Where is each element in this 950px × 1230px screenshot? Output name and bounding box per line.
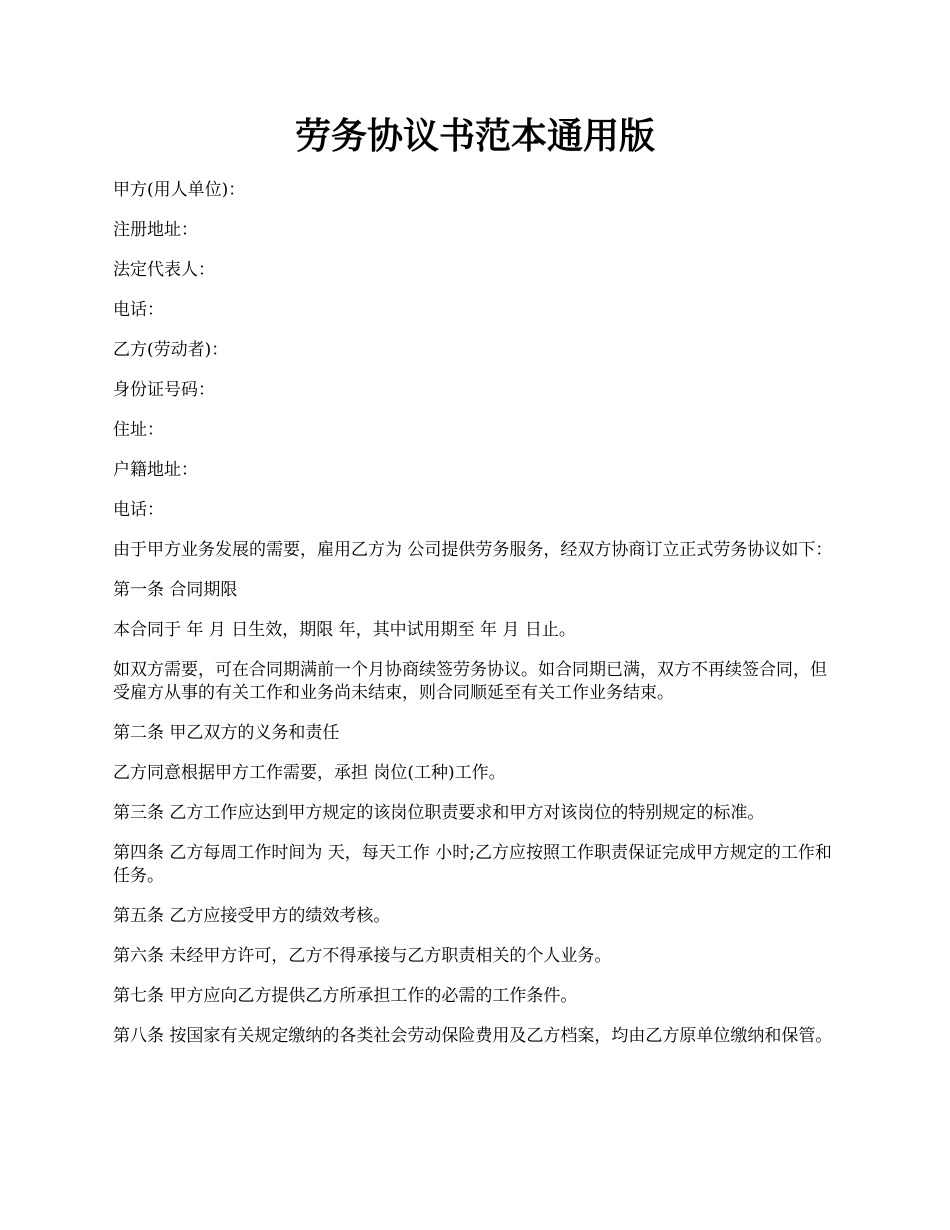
article-2-paragraph: 乙方同意根据甲方工作需要，承担 岗位(工种)工作。 xyxy=(113,763,506,783)
article-1-renewal-paragraph: 如双方需要，可在合同期满前一个月协商续签劳务协议。如合同期已满，双方不再续签合同，但受雇方从事的有关工作和业务尚未结束，则合同顺延至有关工作业务结束。 xyxy=(113,660,827,703)
party-a-address-label: 注册地址： xyxy=(113,220,198,240)
party-a-phone-label: 电话： xyxy=(113,300,164,320)
document-title: 劳务协议书范本通用版 xyxy=(294,115,655,157)
party-b-label: 乙方(劳动者)： xyxy=(113,340,229,360)
party-b-id-label: 身份证号码： xyxy=(113,380,215,400)
party-b-household-address-label: 户籍地址： xyxy=(113,460,198,480)
document-body xyxy=(113,179,835,1065)
article-2-heading: 第二条 甲乙双方的义务和责任 xyxy=(113,723,340,743)
article-1-heading: 第一条 合同期限 xyxy=(113,580,238,600)
article-1-term-paragraph: 本合同于 年 月 日生效，期限 年，其中试用期至 年 月 日止。 xyxy=(113,620,576,640)
party-a-label: 甲方(用人单位)： xyxy=(113,180,246,200)
article-3-paragraph: 第三条 乙方工作应达到甲方规定的该岗位职责要求和甲方对该岗位的特别规定的标准。 xyxy=(113,803,765,823)
party-a-representative-label: 法定代表人： xyxy=(113,260,215,280)
party-b-phone-label: 电话： xyxy=(113,500,164,520)
article-6-paragraph: 第六条 未经甲方许可，乙方不得承接与乙方职责相关的个人业务。 xyxy=(113,946,612,966)
article-7-paragraph: 第七条 甲方应向乙方提供乙方所承担工作的必需的工作条件。 xyxy=(113,986,578,1006)
article-4-paragraph: 第四条 乙方每周工作时间为 天，每天工作 小时;乙方应按照工作职责保证完成甲方规定的工作和任务。 xyxy=(113,843,832,886)
party-b-residence-label: 住址： xyxy=(113,420,164,440)
article-8-paragraph: 第八条 按国家有关规定缴纳的各类社会劳动保险费用及乙方档案，均由乙方原单位缴纳和保管。 xyxy=(113,1026,833,1046)
article-5-paragraph: 第五条 乙方应接受甲方的绩效考核。 xyxy=(113,906,391,926)
preamble-paragraph: 由于甲方业务发展的需要，雇用乙方为 公司提供劳务服务，经双方协商订立正式劳务协议如下： xyxy=(113,540,833,560)
